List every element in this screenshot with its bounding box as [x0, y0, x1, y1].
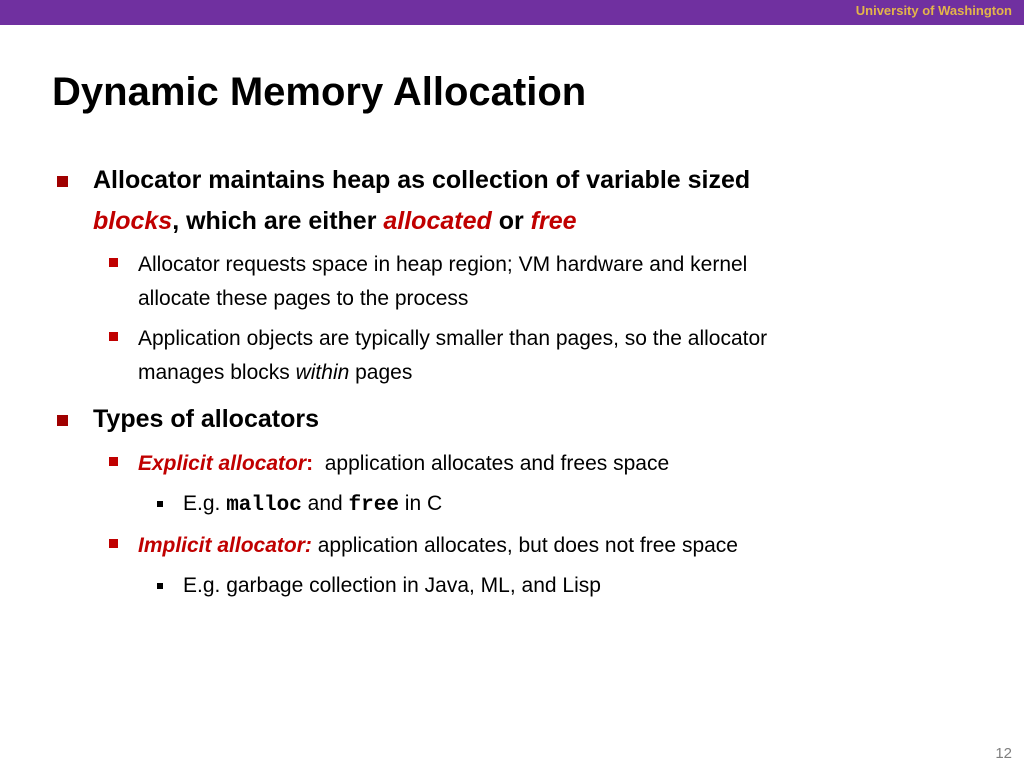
subpoint-explicit-allocator [138, 447, 988, 481]
square-bullet-icon [109, 457, 118, 466]
explicit-allocator-label: Explicit allocator [138, 452, 307, 475]
slide-title: Dynamic Memory Allocation [52, 70, 587, 114]
code-malloc: malloc [226, 494, 302, 517]
square-bullet-icon [109, 539, 118, 548]
square-bullet-icon [57, 415, 68, 426]
code-free: free [348, 494, 399, 517]
subpoint-line [138, 356, 988, 390]
square-bullet-icon [57, 176, 68, 187]
emphasis-within: within [295, 361, 350, 384]
small-square-bullet-icon [157, 501, 163, 507]
emphasis-free: free [530, 207, 577, 235]
point-allocator-heap [93, 160, 973, 242]
example-line [183, 487, 983, 523]
text-fragment: application allocates and frees space [313, 452, 670, 475]
text-fragment: or [491, 207, 531, 235]
point-line: Allocator maintains heap as collection of variable sized [93, 166, 751, 194]
subpoint-line [138, 447, 988, 481]
subpoint-objects-smaller [138, 322, 988, 390]
point-types-of-allocators [93, 399, 973, 440]
subpoint-line [138, 529, 988, 563]
point-line: Types of allocators [93, 405, 319, 433]
text-fragment: and [301, 492, 349, 515]
text-fragment: pages [349, 361, 413, 384]
text-fragment: , which are either [172, 207, 384, 235]
example-line: E.g. garbage collection in Java, ML, and Lisp [183, 574, 601, 597]
example-malloc-free [183, 487, 983, 523]
subpoint-requests-space [138, 248, 988, 316]
text-fragment: application allocates, but does not free space [311, 534, 738, 557]
point-line [93, 201, 973, 242]
subpoint-line: allocate these pages to the process [138, 287, 469, 310]
text-fragment: in C [398, 492, 443, 515]
small-square-bullet-icon [157, 583, 163, 589]
square-bullet-icon [109, 332, 118, 341]
implicit-allocator-label: Implicit allocator: [138, 534, 312, 557]
page-number: 12 [995, 745, 1012, 762]
emphasis-blocks: blocks [93, 207, 173, 235]
example-garbage-collection [183, 569, 983, 603]
text-fragment: E.g. [183, 492, 227, 515]
emphasis-allocated: allocated [383, 207, 492, 235]
square-bullet-icon [109, 258, 118, 267]
text-fragment: manages blocks [138, 361, 296, 384]
label-colon: : [306, 452, 314, 475]
subpoint-line: Allocator requests space in heap region; VM hardware and kernel [138, 253, 748, 276]
institution-label: University of Washington [855, 3, 1012, 18]
subpoint-line: Application objects are typically smaller than pages, so the allocator [138, 327, 768, 350]
subpoint-implicit-allocator [138, 529, 988, 563]
